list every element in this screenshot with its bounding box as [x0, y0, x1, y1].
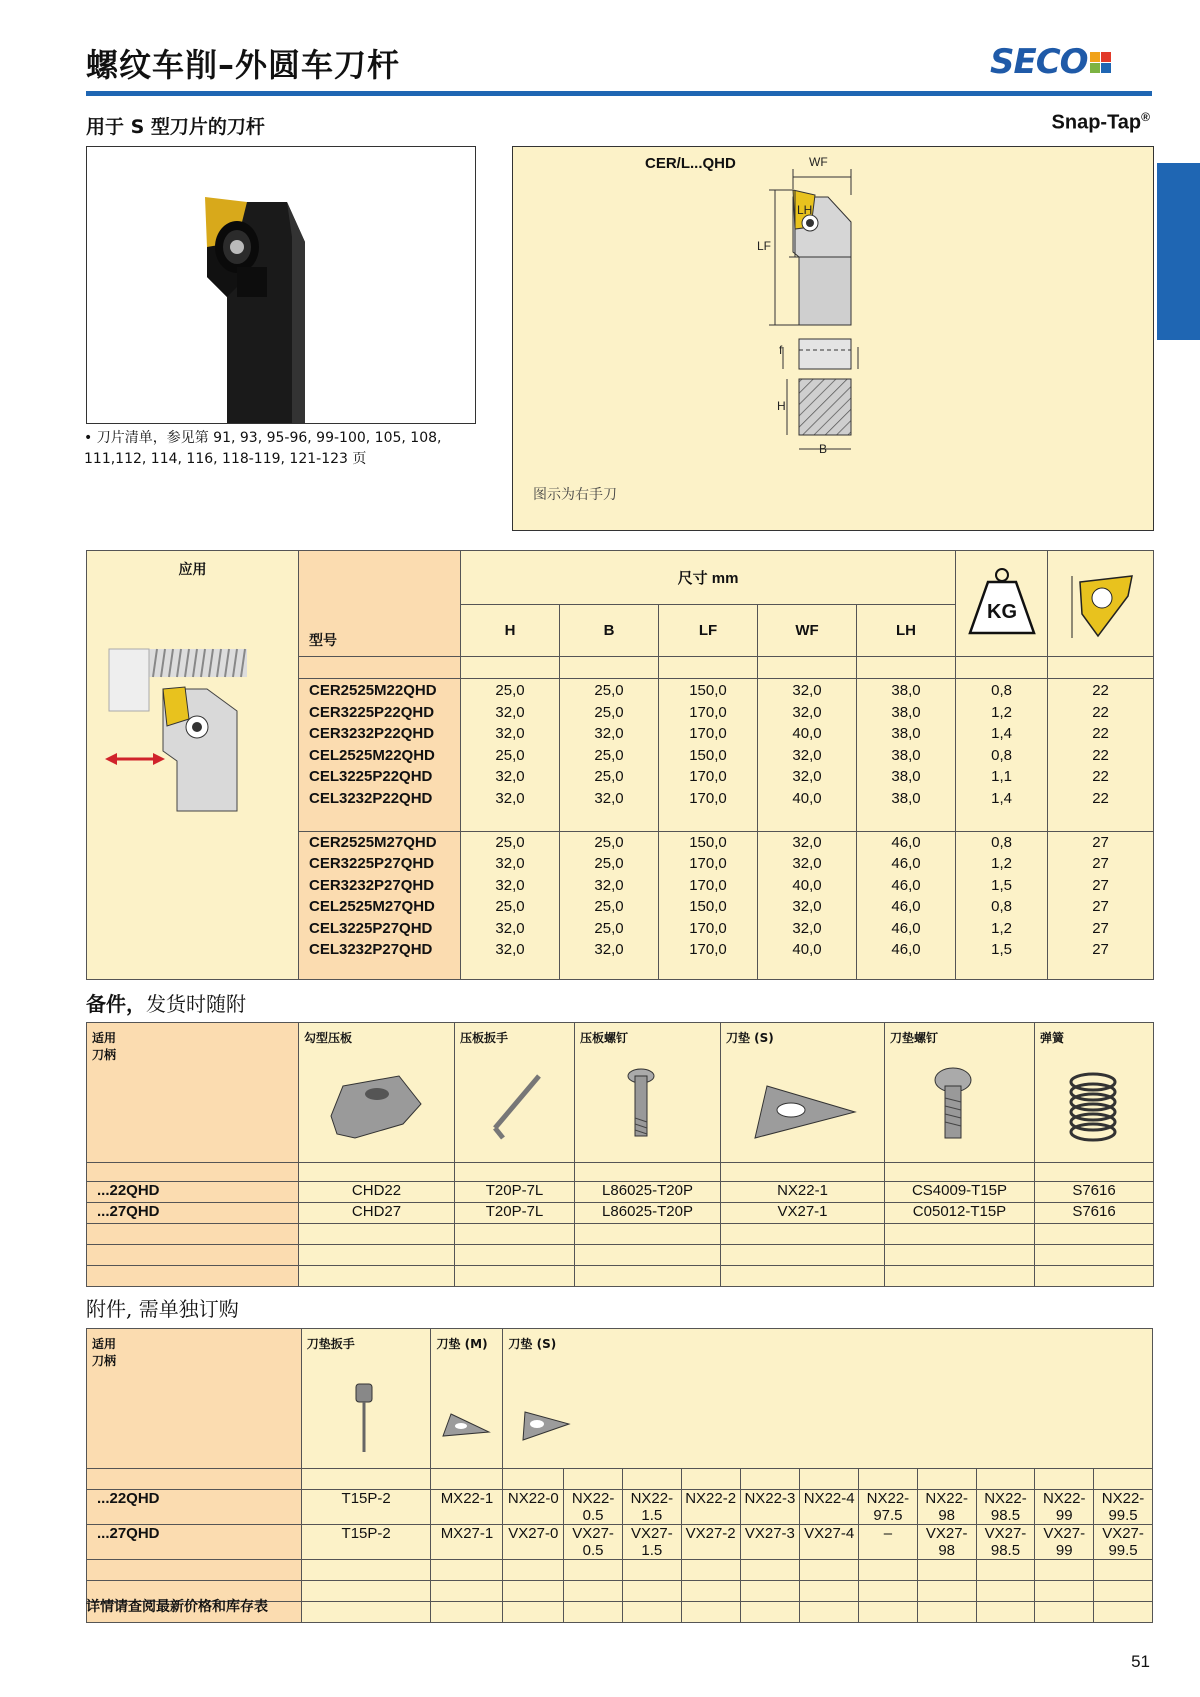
model-cell: CEL3225P22QHD: [309, 768, 433, 785]
kg-cell: 1,2: [991, 919, 1012, 937]
b-cell: 25,0: [594, 703, 624, 721]
kg-cell: 1,2: [991, 855, 1012, 872]
spare-parts-heading-rest: 发货时随附: [146, 992, 246, 1016]
wrench-cell: T15P-2: [301, 1525, 431, 1560]
clamp-icon: [299, 1046, 455, 1156]
col-head-lf: LF: [659, 605, 758, 657]
holder-label: 适用 刀柄: [92, 1031, 117, 1062]
kg-cell: 0,8: [991, 898, 1012, 915]
dim-label-wf: WF: [809, 155, 828, 169]
torx-wrench-icon: [302, 1352, 430, 1462]
lh-cell: 38,0: [891, 768, 921, 785]
col-head-wf: WF: [758, 605, 857, 657]
brand-name: SECO: [990, 42, 1088, 82]
lf-cell: 170,0: [689, 876, 727, 894]
lh-cell: 38,0: [891, 746, 921, 764]
shim-s-cell: VX27-98: [917, 1525, 976, 1560]
shim-s-cell: NX22-0.5: [564, 1490, 623, 1525]
insert-cell: 22: [1092, 682, 1109, 699]
insert-cell: 22: [1092, 725, 1109, 742]
h-cell: 32,0: [495, 789, 525, 807]
holder-table: [86, 550, 1154, 980]
shim-s-cell: VX27-99.5: [1094, 1525, 1153, 1560]
part-cell: VX27-1: [721, 1203, 885, 1224]
accessory-row: [87, 1525, 1153, 1560]
model-cell: CEL2525M27QHD: [309, 898, 435, 915]
lh-cell: 46,0: [891, 876, 921, 894]
column-label: 刀垫 (S): [726, 1031, 774, 1045]
model-cell: CER3232P22QHD: [309, 725, 435, 742]
footer-note: 详情请查阅最新价格和库存表: [86, 1599, 268, 1615]
kg-cell: 1,5: [991, 876, 1012, 894]
kg-cell: 1,4: [991, 789, 1012, 807]
part-cell: T20P-7L: [455, 1182, 575, 1203]
dim-label-b: B: [819, 442, 828, 456]
registered-mark: ®: [1141, 110, 1150, 124]
shim-s-cell: NX22-99.5: [1094, 1490, 1153, 1525]
holder-cell: ...22QHD: [87, 1490, 302, 1525]
toolholder-illustration: [87, 147, 475, 423]
wf-cell: 32,0: [792, 682, 822, 699]
holder-header: [87, 1023, 299, 1163]
insert-cell: 27: [1092, 898, 1109, 915]
shim-s-cell: VX27-99: [1035, 1525, 1094, 1560]
part-cell: L86025-T20P: [575, 1203, 721, 1224]
clamp-screw-icon: [575, 1046, 721, 1156]
b-cell: 25,0: [594, 898, 624, 915]
kg-cell: 0,8: [991, 746, 1012, 764]
shim-wrench-header: [301, 1329, 431, 1469]
kg-cell: 1,2: [991, 703, 1012, 721]
b-cell: 25,0: [594, 833, 624, 851]
holder-cell: ...27QHD: [87, 1203, 299, 1224]
accessories-heading: 附件, 需单独订购: [86, 1297, 239, 1321]
dim-label-f: f: [779, 343, 783, 357]
model-cell: CEL3225P27QHD: [309, 919, 433, 937]
lh-cell: 46,0: [891, 898, 921, 915]
accessory-row: [87, 1490, 1153, 1525]
lf-cell: 170,0: [689, 725, 727, 742]
application-diagram: [87, 641, 299, 841]
model-cell: CER3225P27QHD: [309, 855, 435, 872]
shim-icon: [721, 1046, 885, 1156]
clamp-screw-header: [575, 1023, 721, 1163]
part-cell: C05012-T15P: [885, 1203, 1035, 1224]
lf-cell: 150,0: [689, 833, 727, 851]
b-cell: 32,0: [594, 876, 624, 894]
insert-cell: 27: [1092, 876, 1109, 894]
model-header: [299, 551, 461, 657]
wf-cell: 32,0: [792, 768, 822, 785]
part-cell: L86025-T20P: [575, 1182, 721, 1203]
kg-cell: 1,5: [991, 941, 1012, 958]
lf-cell: 150,0: [689, 898, 727, 915]
shim-s-cell: VX27-2: [681, 1525, 740, 1560]
shim-s-cell: NX22-4: [800, 1490, 859, 1525]
holder-cell: ...22QHD: [87, 1182, 299, 1203]
lf-cell: 170,0: [689, 703, 727, 721]
shim-m-cell: MX22-1: [431, 1490, 503, 1525]
shim-m-header: [431, 1329, 503, 1469]
shim-s-cell: VX27-3: [740, 1525, 800, 1560]
b-cell: 32,0: [594, 941, 624, 958]
model-cell: CEL2525M22QHD: [309, 746, 435, 764]
wf-cell: 32,0: [792, 746, 822, 764]
dim-label-lf: LF: [757, 239, 772, 253]
model-cell: CEL3232P27QHD: [309, 941, 433, 958]
shim-s-cell: NX22-3: [740, 1490, 800, 1525]
h-cell: 25,0: [495, 898, 525, 915]
model-cell: CER2525M27QHD: [309, 833, 437, 851]
kg-cell: 1,4: [991, 725, 1012, 742]
h-cell: 32,0: [495, 876, 525, 894]
spring-icon: [1035, 1046, 1154, 1156]
shim-s-cell: VX27-98.5: [976, 1525, 1035, 1560]
b-cell: 25,0: [594, 919, 624, 937]
insert-cell: 22: [1092, 789, 1109, 807]
insert-cell: 27: [1092, 919, 1109, 937]
h-cell: 32,0: [495, 941, 525, 958]
insert-cell: 27: [1092, 855, 1109, 872]
model-label: 型号: [309, 632, 337, 648]
clamp-wrench-header: [455, 1023, 575, 1163]
b-cell: 25,0: [594, 746, 624, 764]
column-label: 弹簧: [1040, 1031, 1065, 1045]
page-title: 螺纹车削–外圆车刀杆: [86, 46, 401, 84]
lh-cell: 46,0: [891, 941, 921, 958]
wf-cell: 32,0: [792, 833, 822, 851]
h-cell: 32,0: [495, 768, 525, 785]
wf-cell: 40,0: [792, 725, 822, 742]
holder-cell: ...27QHD: [87, 1525, 302, 1560]
lh-cell: 38,0: [891, 703, 921, 721]
spare-parts-heading: [86, 988, 246, 1017]
insert-list-note: [84, 428, 464, 470]
part-cell: CHD22: [299, 1182, 455, 1203]
lh-cell: 46,0: [891, 919, 921, 937]
b-cell: 25,0: [594, 855, 624, 872]
product-line: [1052, 110, 1150, 135]
column-label: 压板螺钉: [580, 1031, 629, 1045]
spare-parts-table: [86, 1022, 1154, 1287]
shim-s-cell: VX27-4: [800, 1525, 859, 1560]
shim-m-cell: MX27-1: [431, 1525, 503, 1560]
shim-s-cell: VX27-0.5: [564, 1525, 623, 1560]
insert-cell: 27: [1092, 941, 1109, 958]
spring-header: [1035, 1023, 1154, 1163]
lh-cell: 38,0: [891, 725, 921, 742]
b-cell: 25,0: [594, 682, 624, 699]
application-cell: [87, 551, 299, 980]
lf-cell: 170,0: [689, 789, 727, 807]
dimensions-header: 尺寸 mm: [461, 551, 956, 605]
column-label: 刀垫扳手: [306, 1337, 355, 1351]
insert-cell: 22: [1092, 746, 1109, 764]
column-label: 压板扳手: [460, 1031, 509, 1045]
model-cell: CEL3232P22QHD: [309, 789, 433, 807]
col-head-lh: LH: [857, 605, 956, 657]
shim-s-icon: [503, 1352, 583, 1462]
drawing-note: 图示为右手刀: [533, 487, 617, 503]
shim-header: [721, 1023, 885, 1163]
wf-cell: 32,0: [792, 703, 822, 721]
toolholder-photo: [86, 146, 476, 424]
shim-s-cell: NX22-0: [503, 1490, 564, 1525]
lf-cell: 150,0: [689, 682, 727, 699]
lh-cell: 38,0: [891, 789, 921, 807]
lf-cell: 170,0: [689, 855, 727, 872]
wf-cell: 40,0: [792, 876, 822, 894]
lh-cell: 46,0: [891, 833, 921, 851]
accessories-table: [86, 1328, 1153, 1623]
spare-row: [87, 1182, 1154, 1203]
shim-s-cell: NX22-2: [681, 1490, 740, 1525]
application-label: 应用: [178, 561, 207, 577]
h-cell: 25,0: [495, 746, 525, 764]
model-cell: CER2525M22QHD: [309, 682, 437, 699]
lf-cell: 150,0: [689, 746, 727, 764]
h-cell: 32,0: [495, 855, 525, 872]
model-cell: CER3232P27QHD: [309, 876, 435, 894]
h-cell: 32,0: [495, 703, 525, 721]
insert-cell: 27: [1092, 833, 1109, 851]
h-cell: 25,0: [495, 682, 525, 699]
lf-cell: 170,0: [689, 919, 727, 937]
h-cell: 25,0: [495, 833, 525, 851]
part-cell: NX22-1: [721, 1182, 885, 1203]
shim-s-cell: NX22-1.5: [622, 1490, 681, 1525]
shim-s-cell: VX27-1.5: [622, 1525, 681, 1560]
shim-s-cell: NX22-99: [1035, 1490, 1094, 1525]
holder-label: 适用 刀柄: [92, 1337, 117, 1368]
column-label: 刀垫 (M): [436, 1337, 488, 1351]
clamp-header: [299, 1023, 455, 1163]
column-label: 刀垫 (S): [508, 1337, 557, 1351]
shim-screw-header: [885, 1023, 1035, 1163]
kg-cell: 0,8: [991, 833, 1012, 851]
shim-s-cell: NX22-97.5: [859, 1490, 918, 1525]
wf-cell: 32,0: [792, 919, 822, 937]
model-cell: CER3225P22QHD: [309, 703, 435, 721]
section-tab: [1157, 163, 1200, 340]
lh-cell: 46,0: [891, 855, 921, 872]
insert-size-header: [1048, 551, 1154, 657]
b-cell: 32,0: [594, 725, 624, 742]
title-rule: [86, 91, 1152, 96]
brand-logo: [990, 42, 1111, 82]
part-cell: CS4009-T15P: [885, 1182, 1035, 1203]
page-number: 51: [1131, 1652, 1150, 1671]
dim-label-h: H: [777, 399, 786, 413]
insert-size-icon: [1058, 562, 1144, 642]
kg-cell: 0,8: [991, 682, 1012, 699]
dimension-drawing: [512, 146, 1154, 531]
dimension-diagram: [513, 147, 1153, 530]
brand-blocks-icon: [1090, 52, 1111, 73]
lf-cell: 170,0: [689, 768, 727, 785]
shim-s-cell: –: [859, 1525, 918, 1560]
shim-screw-icon: [885, 1046, 1035, 1156]
wf-cell: 40,0: [792, 941, 822, 958]
column-label: 勾型压板: [304, 1031, 353, 1045]
h-cell: 32,0: [495, 725, 525, 742]
lh-cell: 38,0: [891, 682, 921, 699]
bullet: •: [84, 430, 93, 446]
subtitle: 用于 S 型刀片的刀杆: [86, 116, 265, 138]
holder-header: [87, 1329, 302, 1469]
wf-cell: 40,0: [792, 789, 822, 807]
shim-s-cell: VX27-0: [503, 1525, 564, 1560]
wrench-cell: T15P-2: [301, 1490, 431, 1525]
b-cell: 32,0: [594, 789, 624, 807]
shim-s-cell: NX22-98: [917, 1490, 976, 1525]
lf-cell: 170,0: [689, 941, 727, 958]
column-label: 刀垫螺钉: [890, 1031, 939, 1045]
spare-row: [87, 1203, 1154, 1224]
hex-wrench-icon: [455, 1046, 575, 1156]
col-head-h: H: [461, 605, 560, 657]
part-cell: S7616: [1035, 1182, 1154, 1203]
insert-cell: 22: [1092, 768, 1109, 785]
drawing-title: CER/L...QHD: [645, 155, 736, 172]
insert-list-text: 刀片清单，参见第 91, 93, 95-96, 99-100, 105, 108, 111,112, 114, 116, 118-119, 121-123 页: [84, 430, 442, 467]
product-line-name: Snap-Tap: [1051, 111, 1142, 134]
dim-label-lh: LH: [797, 203, 813, 217]
kg-cell: 1,1: [991, 768, 1012, 785]
h-cell: 32,0: [495, 919, 525, 937]
insert-cell: 22: [1092, 703, 1109, 721]
col-head-b: B: [560, 605, 659, 657]
b-cell: 25,0: [594, 768, 624, 785]
wf-cell: 32,0: [792, 855, 822, 872]
part-cell: S7616: [1035, 1203, 1154, 1224]
weight-icon-label: KG: [987, 600, 1018, 623]
spare-parts-heading-bold: 备件，: [86, 992, 146, 1016]
wf-cell: 32,0: [792, 898, 822, 915]
shim-s-header: [503, 1329, 1153, 1469]
weight-header: [956, 551, 1048, 657]
shim-s-cell: NX22-98.5: [976, 1490, 1035, 1525]
shim-m-icon: [431, 1352, 502, 1462]
part-cell: CHD27: [299, 1203, 455, 1224]
part-cell: T20P-7L: [455, 1203, 575, 1224]
